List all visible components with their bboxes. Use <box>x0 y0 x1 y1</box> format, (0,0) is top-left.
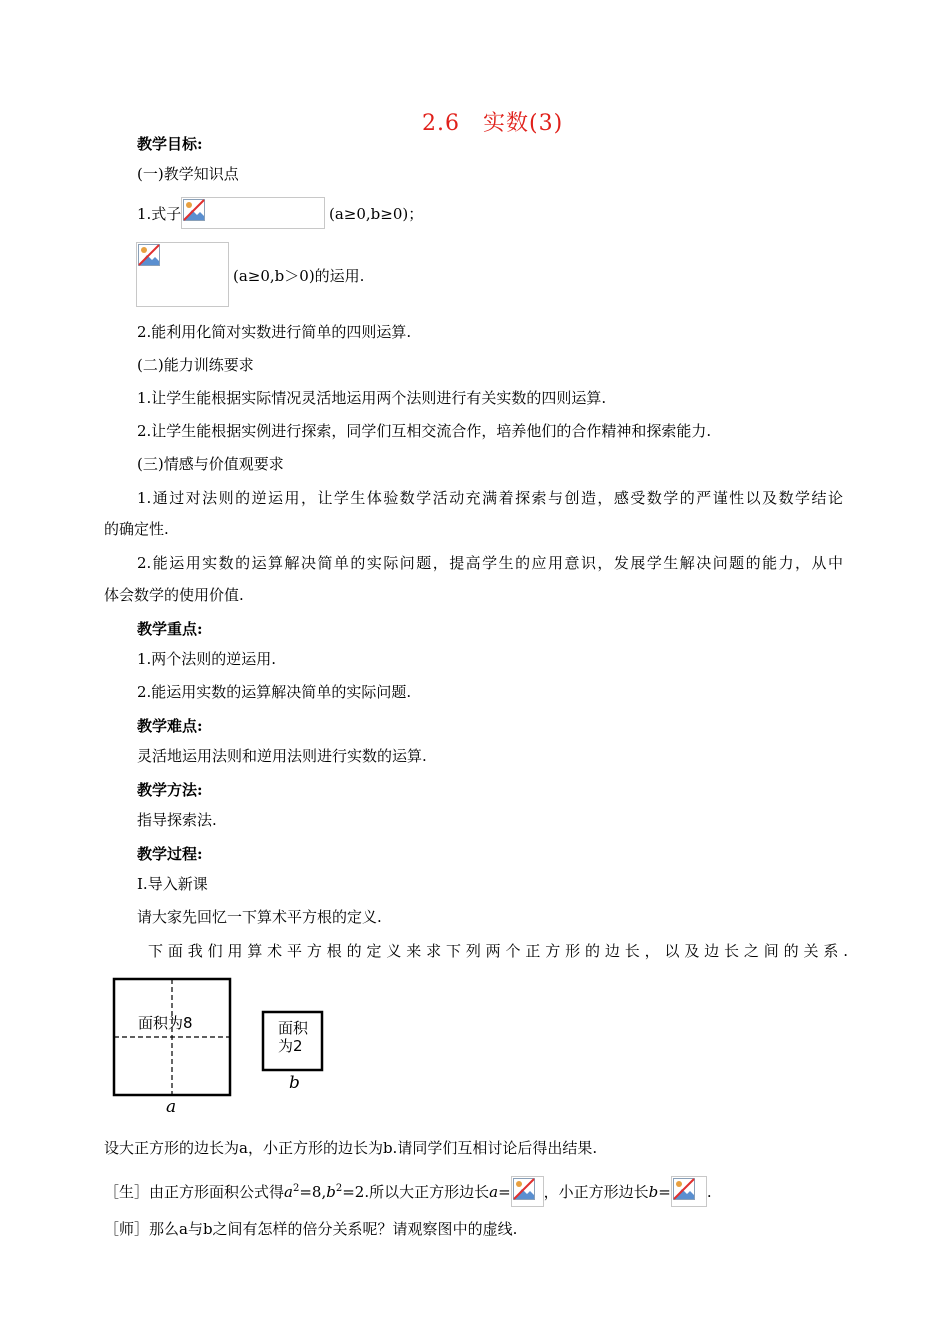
process-recall: 请大家先回忆一下算术平方根的定义. <box>137 908 382 926</box>
item1-condition: (a≥0,b≥0)； <box>329 205 424 223</box>
objectives-sub1: (一)教学知识点 <box>137 165 239 183</box>
student-answer <box>104 1176 712 1207</box>
difficulty-text: 灵活地运用法则和逆用法则进行实数的运算. <box>137 747 427 765</box>
student-tag: ［生］ <box>104 1182 150 1201</box>
teacher-question <box>104 1219 517 1239</box>
student-period: . <box>706 1182 712 1201</box>
objectives-sub2: (二)能力训练要求 <box>137 356 254 374</box>
process-intro: 下面我们用算术平方根的定义来求下列两个正方形的边长，以及边长之间的关系. <box>148 942 848 960</box>
emotion-item1-line2: 的确定性. <box>104 520 169 538</box>
objectives-sub3: (三)情感与价值观要求 <box>137 455 284 473</box>
teacher-text: 那么a与b之间有怎样的倍分关系呢？请观察图中的虚线. <box>149 1220 518 1238</box>
broken-image-icon <box>138 244 160 270</box>
small-square-label-line2: 为2 <box>278 1037 303 1055</box>
big-square-label: 面积为8 <box>138 1014 193 1032</box>
formula-image-1 <box>181 197 325 229</box>
student-text-3: =2.所以大正方形边长 <box>342 1182 490 1201</box>
formula-image-b <box>671 1176 707 1207</box>
method-heading: 教学方法: <box>137 781 203 799</box>
process-step1: Ⅰ.导入新课 <box>137 875 208 893</box>
a-equals: a= <box>489 1182 511 1201</box>
method-text: 指导探索法. <box>137 811 217 829</box>
key-point-1: 1.两个法则的逆运用. <box>137 650 277 668</box>
b-equals: b= <box>648 1182 671 1201</box>
page-title: 2.6 实数(3) <box>422 111 564 136</box>
a-squared: $a^2$ <box>284 1182 300 1201</box>
key-points-heading: 教学重点: <box>137 620 203 638</box>
process-setup: 设大正方形的边长为a，小正方形的边长为b.请同学们互相讨论后得出结果. <box>104 1139 598 1157</box>
formula-image-a <box>511 1176 544 1207</box>
broken-image-icon <box>183 199 205 225</box>
ability-item2: 2.让学生能根据实例进行探索，同学们互相交流合作，培养他们的合作精神和探索能力. <box>137 422 712 440</box>
small-square-side-label: b <box>289 1073 300 1093</box>
student-text-4: ，小正方形边长 <box>543 1182 649 1201</box>
student-text-1: 由正方形面积公式得 <box>149 1182 285 1201</box>
small-square-label-line1: 面积 <box>278 1019 309 1037</box>
key-point-2: 2.能运用实数的运算解决简单的实际问题. <box>137 683 412 701</box>
objectives-heading: 教学目标: <box>137 135 203 153</box>
process-heading: 教学过程: <box>137 845 203 863</box>
objective-item2: 2.能利用化简对实数进行简单的四则运算. <box>137 323 412 341</box>
item1-prefix: 1.式子 <box>137 205 182 223</box>
emotion-item2-line2: 体会数学的使用价值. <box>104 586 244 604</box>
big-square-side-label: a <box>166 1097 177 1117</box>
b-squared: $b^2$ <box>326 1182 343 1201</box>
emotion-item2-line1: 2.能运用实数的运算解决简单的实际问题，提高学生的应用意识，发展学生解决问题的能力，从中 <box>137 554 843 572</box>
item1b-condition: (a≥0,b＞0)的运用. <box>233 267 365 285</box>
squares-figure <box>104 972 344 1122</box>
difficulty-heading: 教学难点: <box>137 717 203 735</box>
student-text-2: =8, <box>299 1182 327 1201</box>
broken-image-icon <box>673 1178 695 1205</box>
emotion-item1-line1: 1.通过对法则的逆运用，让学生体验数学活动充满着探索与创造，感受数学的严谨性以及数学结论 <box>137 489 843 507</box>
teacher-tag: ［师］ <box>104 1220 150 1238</box>
ability-item1: 1.让学生能根据实际情况灵活地运用两个法则进行有关实数的四则运算. <box>137 389 607 407</box>
broken-image-icon <box>513 1178 535 1205</box>
formula-image-2 <box>136 242 229 307</box>
